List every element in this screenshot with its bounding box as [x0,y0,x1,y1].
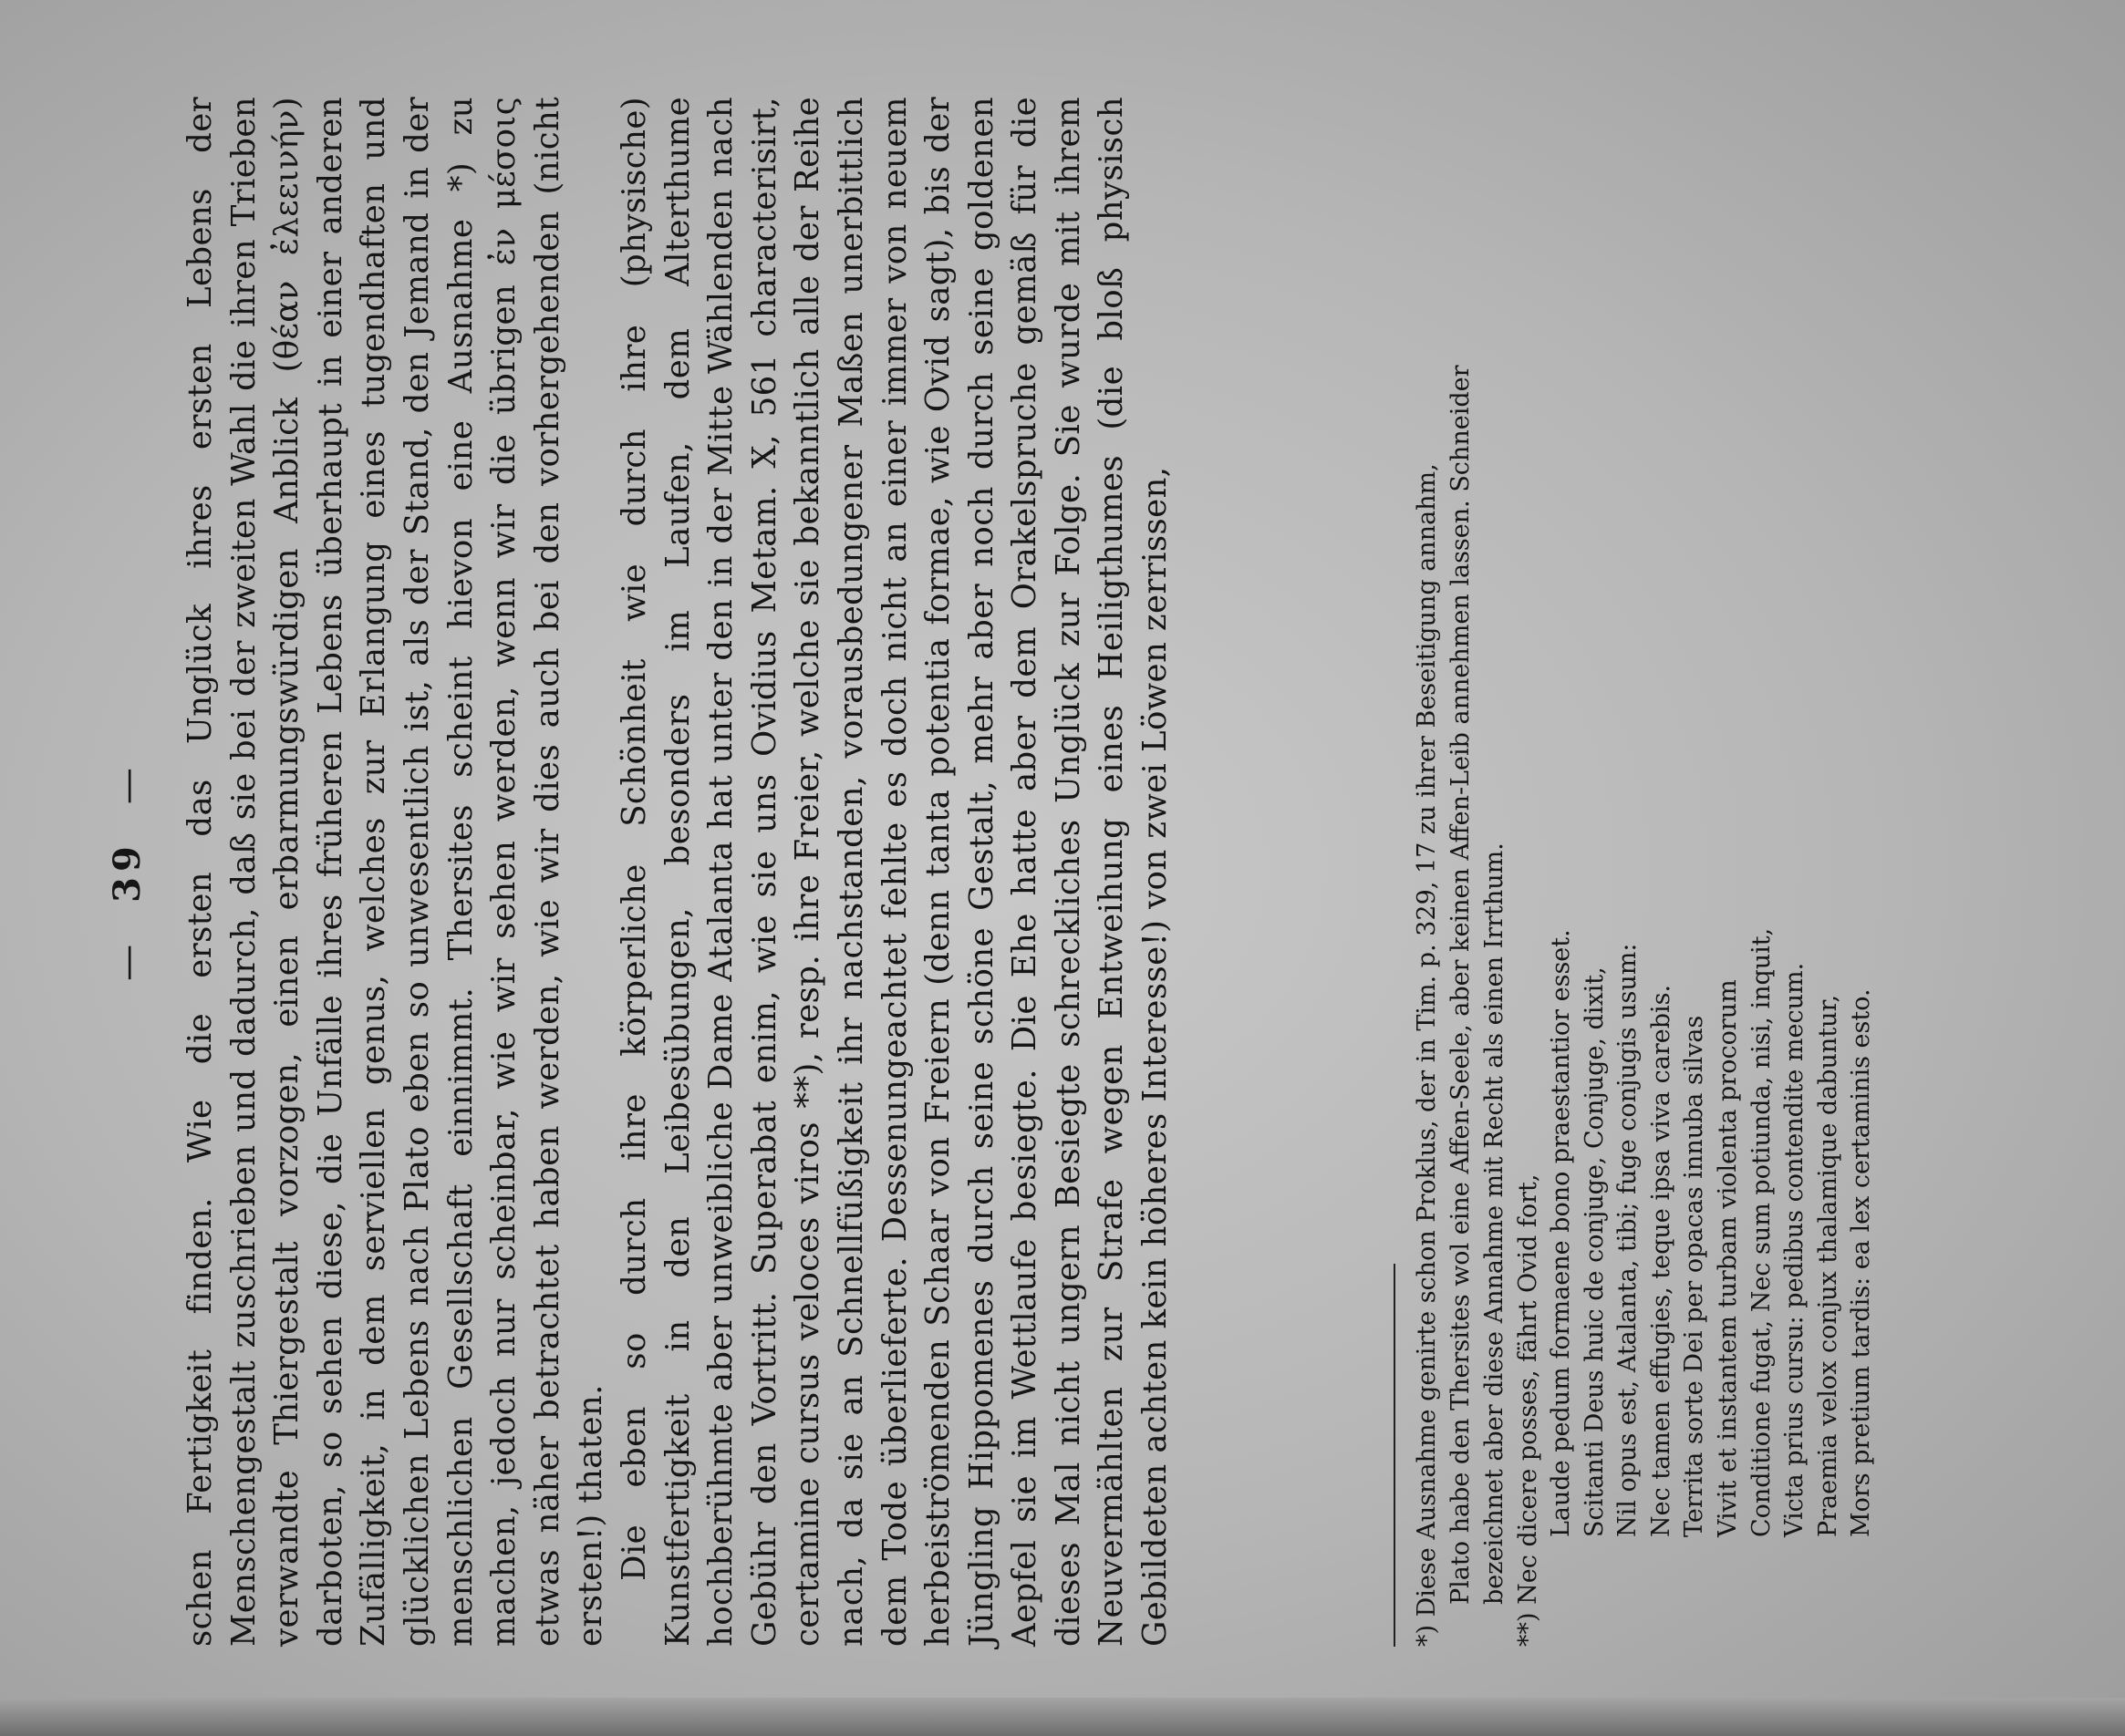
book-page [106,97,2048,1647]
footnotes [1410,97,1879,1647]
page-number: 39 [106,841,149,903]
latin-verses [1545,97,1879,1537]
verse-line: Mors pretium tardis: ea lex certaminis esto. [1847,988,1876,1537]
footnote-1-mark: *) [1413,1624,1441,1647]
verse-line: Nec tamen effugies, teque ipsa viva carebis. [1646,984,1675,1537]
footnote-1-text: Diese Ausnahme genirte schon Proklus, der in Tim. p. 329, 17 zu ihrer Beseitigung annahm, [1413,463,1441,1617]
paragraph-1: schen Fertigkeit finden. Wie die ersten das Unglück ihres ersten Lebens der Menschengestalt zuschrieben und dadurch, daß sie bei der zweiten Wahl die ihren Trieben verwandte Thiergestalt vorzogen, einen erbarmungswürdigen Anblick (θέαν ἐλεεινήν) darboten, so sehen diese, die Unfälle ihres früheren Lebens überhaupt in einer anderen Zufälligkeit, in dem serviellen genus, welches zur Erlangung eines tugendhaften und glücklichen Lebens nach Plato eben so unwesentlich ist, als der Stand, den Jemand in der menschlichen Gesellschaft einnimmt. Thersites scheint hievon eine Ausnahme *) zu machen, jedoch nur scheinbar, wie wir sehen werden, wenn wir die übrigen ἐν μέσοις etwas näher betrachtet haben werden, wie wir dies auch bei den vorhergehenden (nicht ersten!) thaten. [181,97,610,1647]
verse-line: Conditione fugat, Nec sum potiunda, nisi, inquit, [1747,927,1776,1537]
verse-line: Nil opus est, Atalanta, tibi; fuge conjugis usum: [1613,943,1643,1537]
footnote-1 [1410,97,1444,1647]
header-dash-right: — [107,762,149,805]
footnote-separator [1394,1264,1395,1647]
verse-line: Territa sorte Dei per opacas innuba silvas [1680,1015,1709,1537]
verse-line: Praemia velox conjux thalamique dabuntur, [1813,994,1842,1537]
verse-line: Vivit et instantem turbam violenta procorum [1713,979,1742,1537]
footnote-2 [1511,97,1545,1647]
header-dash-left: — [107,938,149,981]
page-header [106,97,149,1647]
footnote-1-continuation-1: Plato habe den Thersites wol eine Affen-Seele, aber keinen Affen-Leib annehmen lassen. Schneider [1446,365,1475,1605]
footnote-1-continuation-2: bezeichnet aber diese Annahme mit Recht als einen Irrthum. [1480,842,1508,1605]
verse-line: Scitanti Deus huic de conjuge, Conjuge, dixit, [1580,966,1609,1537]
page-bottom-edge-shadow [0,1698,2125,1736]
footnote-2-mark: **) [1514,1612,1542,1647]
verse-line: Laude pedum formaene bono praestantior esset. [1547,929,1575,1537]
verse-line: Victa prius cursu: pedibus contendite mecum. [1780,962,1809,1537]
paragraph-2: Die eben so durch ihre körperliche Schönheit wie durch ihre (physische) Kunstfertigkeit in den Leibesübungen, besonders im Laufen, dem Alterthume hochberühmte aber unweibliche Dame Atalanta hat unter den in der Mitte Wählenden nach Gebühr den Vortritt. Superabat enim, wie sie uns Ovidius Metam. X, 561 characterisirt, certamine cursus veloces viros **), resp. ihre Freier, welche sie bekanntlich alle der Reihe nach, da sie an Schnellfüßigkeit ihr nachstanden, vorausbedungener Maßen unerbittlich dem Tode überlieferte. Dessenungeachtet fehlte es doch nicht an einer immer von neuem herbeiströmenden Schaar von Freiern (denn tanta potentia formae, wie Ovid sagt), bis der Jüngling Hippomenes durch seine schöne Gestalt, mehr aber noch durch seine goldenen Aepfel sie im Wettlaufe besiegte. Die Ehe hatte aber dem Orakelspruche gemäß für die dieses Mal nicht ungern Besiegte schreckliches Unglück zur Folge. Sie wurde mit ihrem Neuvermählten zur Strafe wegen Entweihung eines Heiligthumes (die bloß physisch Gebildeten achten kein höheres Interesse!) von zwei Löwen zerrissen, [615,97,1175,1647]
footnote-2-text: Nec dicere posses, fährt Ovid fort, [1514,1173,1542,1605]
main-text [179,97,1177,1647]
